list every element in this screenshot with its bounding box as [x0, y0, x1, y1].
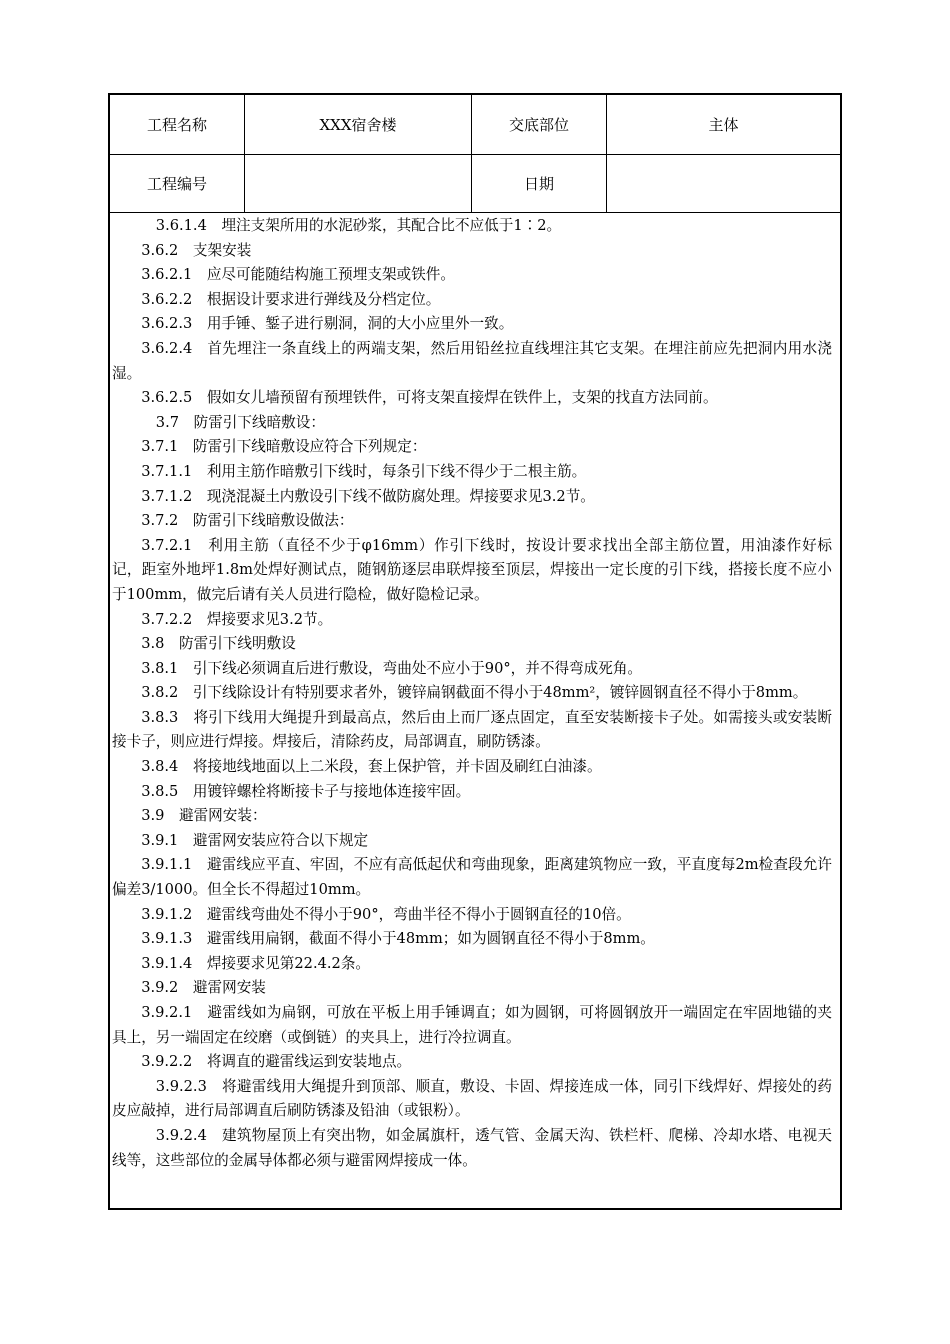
disclosure-content — [110, 214, 840, 1173]
date-value — [607, 155, 840, 212]
paragraph: 3.8.5 用镀锌螺栓将断接卡子与接地体连接牢固。 — [141, 782, 471, 800]
paragraph: 3.9.2 避雷网安装 — [141, 979, 266, 997]
paragraph: 3.6.2.3 用手锤、錾子进行剔洞，洞的大小应里外一致。 — [141, 315, 514, 333]
project-name-value: XXX宿舍楼 — [245, 95, 472, 154]
paragraph: 3.6.2.5 假如女儿墙预留有预埋铁件，可将支架直接焊在铁件上，支架的找直方法同前。 — [141, 389, 718, 407]
paragraph: 3.9.1.1 避雷线应平直、牢固，不应有高低起伏和弯曲现象，距离建筑物应一致，平直度每2m检查段允许偏差3/1000。但全长不得超过10mm。 — [112, 856, 832, 899]
paragraph: 3.7.1.1 利用主筋作暗敷引下线时，每条引下线不得少于二根主筋。 — [141, 462, 587, 480]
paragraph: 3.8.1 引下线必须调直后进行敷设，弯曲处不应小于90°，并不得弯成死角。 — [141, 659, 643, 677]
paragraph: 3.9.2.2 将调直的避雷线运到安装地点。 — [141, 1053, 412, 1071]
paragraph: 3.7.2.2 焊接要求见3.2节。 — [141, 610, 333, 628]
paragraph: 3.6.2.1 应尽可能随结构施工预埋支架或铁件。 — [141, 266, 455, 284]
paragraph: 3.9.1 避雷网安装应符合以下规定 — [141, 831, 369, 849]
paragraph: 3.8.4 将接地线地面以上二米段，套上保护管，并卡固及刷红白油漆。 — [141, 758, 602, 776]
paragraph: 3.8.2 引下线除设计有特别要求者外，镀锌扁钢截面不得小于48mm²，镀锌圆钢直径不得小于8mm。 — [141, 684, 808, 702]
project-number-value — [245, 155, 472, 212]
paragraph: 3.9.1.3 避雷线用扁钢，截面不得小于48mm；如为圆钢直径不得小于8mm。 — [141, 930, 655, 948]
paragraph: 3.9 避雷网安装： — [141, 807, 267, 825]
paragraph: 3.6.2 支架安装 — [141, 241, 252, 259]
paragraph: 3.9.1.4 焊接要求见第22.4.2条。 — [141, 954, 371, 972]
paragraph: 3.6.1.4 埋注支架所用的水泥砂浆，其配合比不应低于1∶2。 — [155, 217, 562, 234]
disclosure-part-label: 交底部位 — [472, 95, 607, 154]
project-number-label: 工程编号 — [110, 155, 245, 212]
disclosure-form — [108, 93, 842, 1210]
project-name-label: 工程名称 — [110, 95, 245, 154]
paragraph: 3.8.3 将引下线用大绳提升到最高点，然后由上而厂逐点固定，直至安装断接卡子处。如需接头或安装断接卡子，则应进行焊接。焊接后，清除药皮，局部调直，刷防锈漆。 — [112, 708, 832, 751]
paragraph: 3.7.2.1 利用主筋（直径不少于φ16mm）作引下线时，按设计要求找出全部主筋位置，用油漆作好标记，距室外地坪1.8m处焊好测试点，随钢筋逐层串联焊接至顶层，焊接出一定长度的引下线，搭接长度不应小于100mm，做完后请有关人员进行隐检，做好隐检记录。 — [112, 536, 832, 603]
paragraph: 3.9.2.3 将避雷线用大绳提升到顶部、顺直，敷设、卡固、焊接连成一体，同引下线焊好、焊接处的药皮应敲掉，进行局部调直后刷防锈漆及铅油（或银粉）。 — [112, 1077, 832, 1120]
paragraph: 3.8 防雷引下线明敷设 — [141, 635, 296, 653]
paragraph: 3.6.2.4 首先埋注一条直线上的两端支架，然后用铅丝拉直线埋注其它支架。在埋注前应先把洞内用水浇湿。 — [112, 339, 832, 382]
disclosure-part-value: 主体 — [708, 116, 739, 134]
paragraph: 3.9.2.1 避雷线如为扁钢，可放在平板上用手锤调直；如为圆钢，可将圆钢放开一端固定在牢固地锚的夹具上，另一端固定在绞磨（或倒链）的夹具上，进行冷拉调直。 — [112, 1004, 832, 1046]
paragraph: 3.7 防雷引下线暗敷设： — [155, 413, 325, 431]
paragraph: 3.7.1 防雷引下线暗敷设应符合下列规定： — [141, 438, 427, 456]
header-row-1 — [110, 95, 840, 155]
paragraph: 3.7.2 防雷引下线暗敷设做法： — [141, 512, 354, 530]
paragraph: 3.9.1.2 避雷线弯曲处不得小于90°，弯曲半径不得小于圆钢直径的10倍。 — [141, 905, 631, 923]
paragraph: 3.9.2.4 建筑物屋顶上有突出物，如金属旗杆，透气管、金属天沟、铁栏杆、爬梯、冷却水塔、电视天线等，这些部位的金属导体都必须与避雷网焊接成一体。 — [112, 1126, 832, 1169]
paragraph: 3.7.1.2 现浇混凝土内敷设引下线不做防腐处理。焊接要求见3.2节。 — [141, 487, 595, 505]
header-row-2 — [110, 155, 840, 213]
paragraph: 3.6.2.2 根据设计要求进行弹线及分档定位。 — [141, 290, 441, 308]
date-label: 日期 — [472, 155, 607, 212]
